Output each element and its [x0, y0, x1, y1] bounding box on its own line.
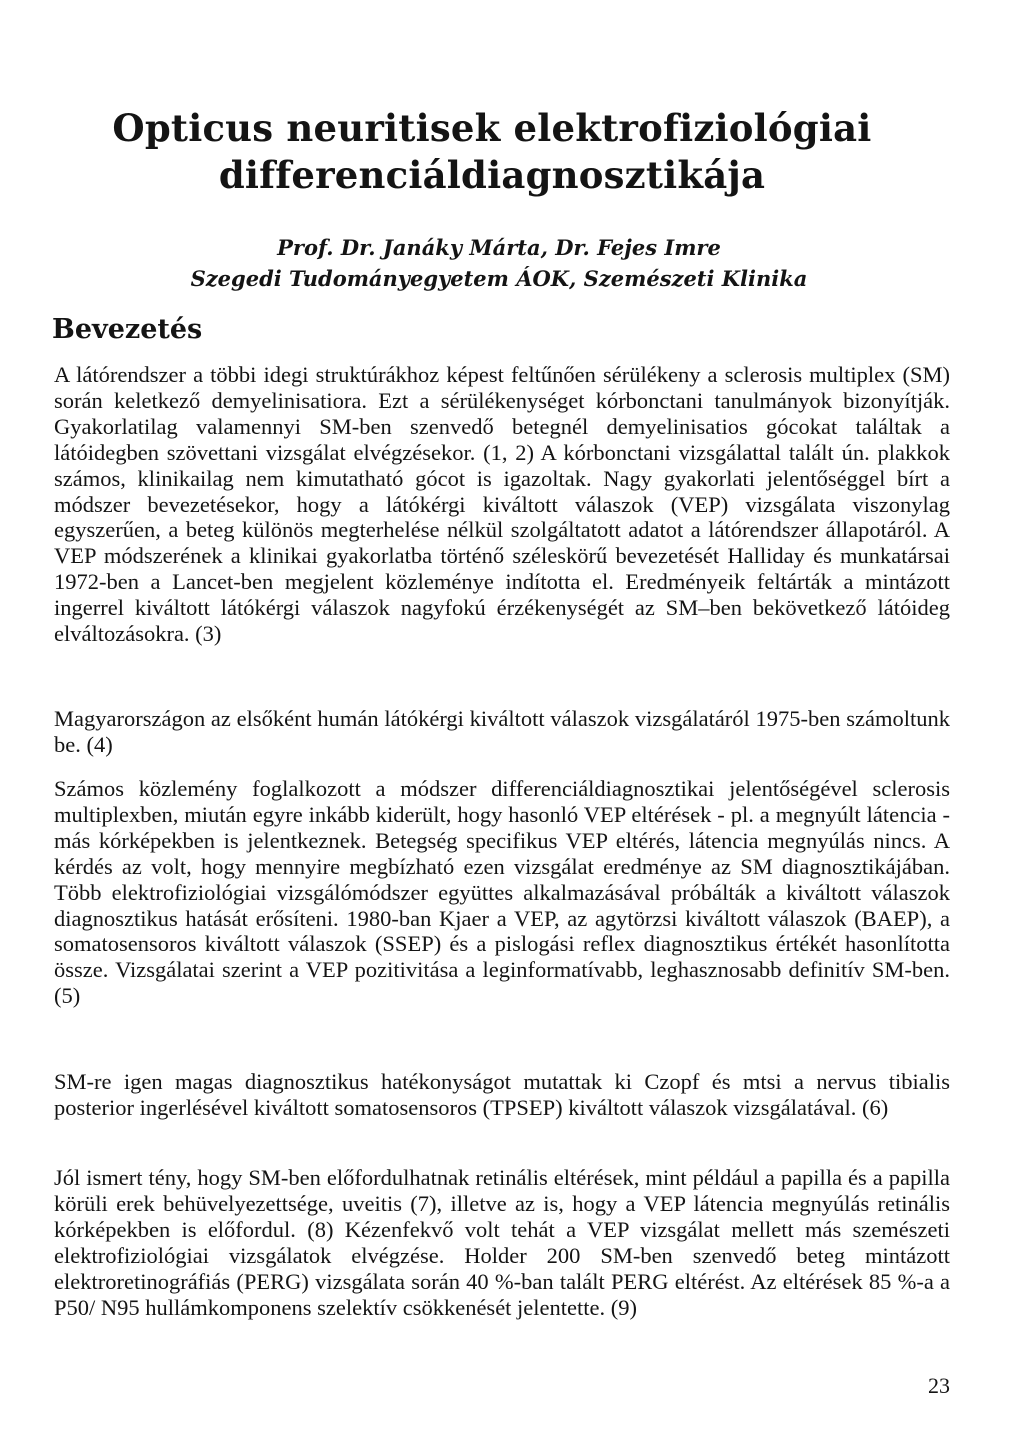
page-number: 23	[928, 1373, 950, 1398]
body-paragraph: Jól ismert tény, hogy SM-ben előfordulhatnak retinális eltérések, mint például a papilla és a papilla körüli erek behüvelyezettsége, uveitis (7), illetve az is, hogy a VEP látencia megnyúlás retinális kórképekben is előfordul. (8) Kézenfekvő volt tehát a VEP vizsgálat mellett más szemészeti elektrofiziológiai vizsgálatok elvégzése. Holder 200 SM-ben szenvedő beteg mintázott elektroretinográfiás (PERG) vizsgálata során 40 %-ban talált PERG eltérést. Az eltérések 85 %-a a P50/ N95 hullámkomponens szelektív csökkenését jelentette. (9)	[54, 1165, 950, 1320]
author-line: Prof. Dr. Janáky Márta, Dr. Fejes Imre	[277, 235, 721, 260]
article-title-line-1: Opticus neuritisek elektrofiziológiai	[112, 106, 872, 150]
body-paragraph: Számos közlemény foglalkozott a módszer differenciáldiagnosztikai jelentőségével sclerosis multiplexben, miután egyre inkább kiderült, hogy hasonló VEP eltérések - pl. a megnyúlt látencia - más kórképekben is jelentkeznek. Betegség specifikus VEP eltérés, látencia megnyúlás nincs. A kérdés az volt, hogy mennyire megbízható ezen vizsgálat eredménye az SM diagnosztikájában. Több elektrofiziológiai vizsgálómódszer együttes alkalmazásával próbálták a kiváltott válaszok diagnosztikus hatását erősíteni. 1980-ban Kjaer a VEP, az agytörzsi kiváltott válaszok (BAEP), a somatosensoros kiváltott válaszok (SSEP) és a pislogási reflex diagnosztikus értékét hasonlította össze. Vizsgálatai szerint a VEP pozitivitása a leginformatívabb, leghasznosabb definitív SM-ben. (5)	[54, 776, 950, 1009]
body-paragraph: Magyarországon az elsőként humán látókérgi kiváltott válaszok vizsgálatáról 1975-ben számoltunk be. (4)	[54, 706, 950, 757]
section-heading-introduction: Bevezetés	[52, 314, 203, 345]
article-title-line-2: differenciáldiagnosztikája	[218, 153, 766, 197]
affiliation-line: Szegedi Tudományegyetem ÁOK, Szemészeti Klinika	[190, 266, 808, 291]
body-paragraph: A látórendszer a többi idegi struktúrákhoz képest feltűnően sérülékeny a sclerosis multiplex (SM) során keletkező demyelinisatiora. Ezt a sérülékenységet kórbonctani tanulmányok bizonyítják. Gyakorlatilag valamennyi SM-ben szenvedő betegnél demyelinisatios gócokat találtak a látóidegben szövettani vizsgálat elvégzésekor. (1, 2) A kórbonctani vizsgálattal talált ún. plakkok számos, klinikailag nem kimutatható gócot is igazoltak. Nagy gyakorlati jelentőséggel bírt a módszer bevezetésekor, hogy a látókérgi kiváltott válaszok (VEP) vizsgálata viszonylag egyszerűen, a beteg különös megterhelése nélkül szolgáltatott adatot a látórendszer állapotáról. A VEP módszerének a klinikai gyakorlatba történő széleskörű bevezetését Halliday és munkatársai 1972-ben a Lancet-ben megjelent közleménye indította el. Eredményeik feltárták a mintázott ingerrel kiváltott látókérgi válaszok nagyfokú érzékenységét az SM–ben bekövetkező látóideg elváltozásokra. (3)	[54, 362, 950, 647]
body-paragraph: SM-re igen magas diagnosztikus hatékonyságot mutattak ki Czopf és mtsi a nervus tibialis posterior ingerlésével kiváltott somatosensoros (TPSEP) kiváltott válaszok vizsgálatával. (6)	[54, 1069, 950, 1120]
